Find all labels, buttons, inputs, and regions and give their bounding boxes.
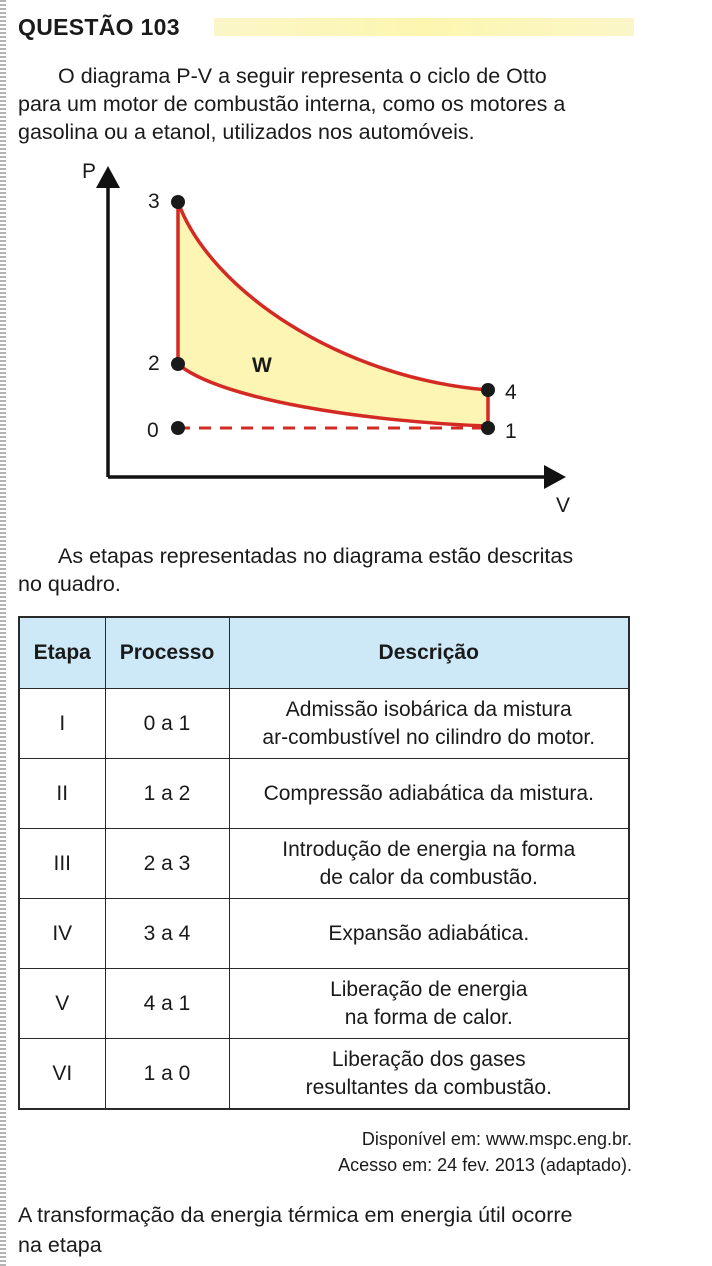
table-row [19,829,629,899]
descricao-line-1: Expansão adiabática. [328,921,530,945]
stages-intro [18,542,638,598]
point-3-label: 3 [148,190,160,213]
stages-line-2: no quadro. [18,572,121,596]
table-row [19,1039,629,1110]
source-line-2: Acesso em: 24 fev. 2013 (adaptado). [338,1155,632,1175]
descricao-cell [229,969,629,1039]
prompt-line-1: A transformação da energia térmica em energia útil ocorre [18,1203,573,1227]
point-1 [481,421,495,435]
question-intro [18,62,638,146]
intro-line-1: O diagrama P-V a seguir representa o ciclo de Otto [58,64,547,88]
table-header-row [19,617,629,689]
source-line-1: Disponível em: www.mspc.eng.br. [361,1129,632,1149]
cycle-area [178,202,488,426]
table-row [19,759,629,829]
point-2-label: 2 [148,352,160,375]
descricao-line-2: ar-combustível no cilindro do motor. [262,725,596,749]
descricao-cell [229,759,629,829]
processo-cell: 0 a 1 [105,689,229,759]
point-1-label: 1 [505,420,517,443]
etapa-cell: II [19,759,105,829]
point-3 [171,195,185,209]
descricao-line-1: Admissão isobárica da mistura [285,697,572,721]
processo-cell: 3 a 4 [105,899,229,969]
table-row [19,899,629,969]
work-label: W [252,354,272,377]
etapa-cell: V [19,969,105,1039]
descricao-line-2: de calor da combustão. [319,865,538,889]
header-etapa: Etapa [19,617,105,689]
processo-cell: 1 a 0 [105,1039,229,1110]
intro-line-2: para um motor de combustão interna, como os motores a [18,92,566,116]
pv-diagram [40,150,600,530]
prompt-line-2: na etapa [18,1233,102,1257]
v-axis-label: V [556,494,571,517]
point-0-label: 0 [147,419,159,442]
p-axis-arrow [96,166,120,188]
descricao-cell [229,689,629,759]
header-descricao: Descrição [229,617,629,689]
header-processo: Processo [105,617,229,689]
processo-cell: 2 a 3 [105,829,229,899]
etapa-cell: I [19,689,105,759]
processo-cell: 1 a 2 [105,759,229,829]
descricao-line-1: Compressão adiabática da mistura. [263,781,594,805]
intro-line-3: gasolina ou a etanol, utilizados nos automóveis. [18,120,475,144]
point-4 [481,383,495,397]
point-2 [171,357,185,371]
descricao-cell [229,1039,629,1110]
stages-table [18,616,630,1110]
descricao-cell [229,899,629,969]
point-4-label: 4 [505,381,517,404]
v-axis-arrow [544,465,566,489]
descricao-line-1: Introdução de energia na forma [282,837,576,861]
table-row [19,689,629,759]
question-header [18,12,638,44]
processo-cell: 4 a 1 [105,969,229,1039]
point-0 [171,421,185,435]
descricao-cell [229,829,629,899]
descricao-line-2: resultantes da combustão. [305,1075,552,1099]
etapa-cell: III [19,829,105,899]
stages-line-1: As etapas representadas no diagrama estão descritas [58,544,574,568]
etapa-cell: VI [19,1039,105,1110]
etapa-cell: IV [19,899,105,969]
p-axis-label: P [82,160,97,183]
descricao-line-1: Liberação de energia [330,977,528,1001]
table-row [19,969,629,1039]
descricao-line-1: Liberação dos gases [331,1047,526,1071]
source-citation [338,1126,632,1178]
question-title: QUESTÃO 103 [18,14,180,40]
title-highlight-bar [214,18,634,36]
descricao-line-2: na forma de calor. [344,1005,513,1029]
page-margin-rule [0,0,6,1266]
question-prompt [18,1200,658,1260]
